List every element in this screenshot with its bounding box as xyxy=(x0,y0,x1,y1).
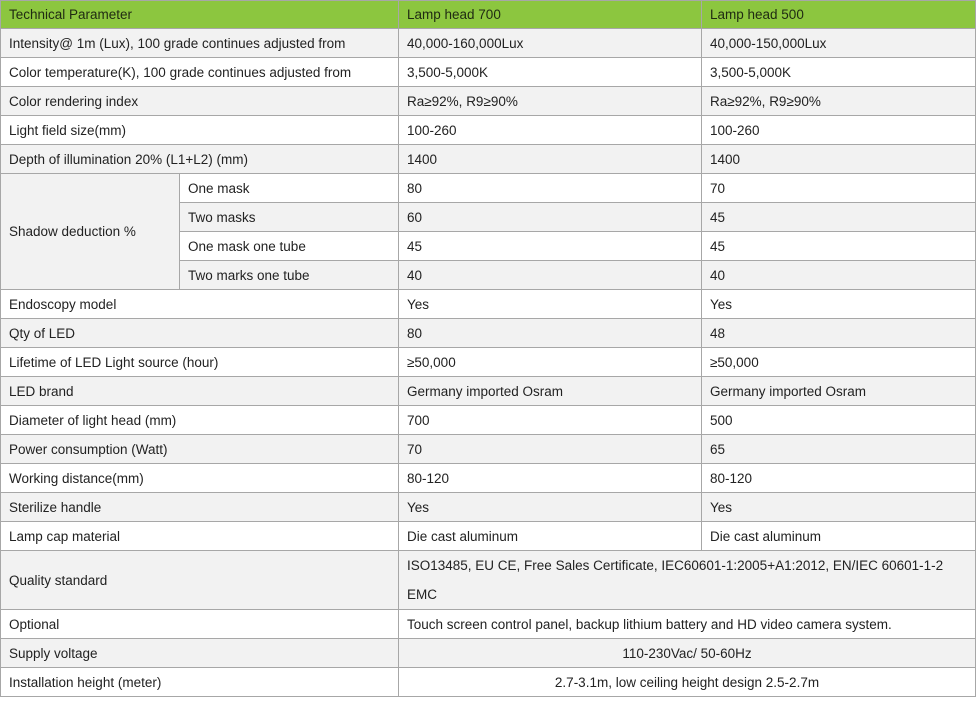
table-row xyxy=(1,668,976,697)
value-500: 500 xyxy=(702,406,976,435)
value-700: Germany imported Osram xyxy=(399,377,702,406)
row-label: Sterilize handle xyxy=(1,493,399,522)
row-label: Intensity@ 1m (Lux), 100 grade continues adjusted from xyxy=(1,29,399,58)
table-row xyxy=(1,319,976,348)
value-500: 65 xyxy=(702,435,976,464)
row-label: Qty of LED xyxy=(1,319,399,348)
value-500: Ra≥92%, R9≥90% xyxy=(702,87,976,116)
row-label: Endoscopy model xyxy=(1,290,399,319)
installation-height-label: Installation height (meter) xyxy=(1,668,399,697)
row-label: Diameter of light head (mm) xyxy=(1,406,399,435)
row-label: Lamp cap material xyxy=(1,522,399,551)
value-500: 48 xyxy=(702,319,976,348)
value-700: 1400 xyxy=(399,145,702,174)
table-row xyxy=(1,522,976,551)
row-label: Color rendering index xyxy=(1,87,399,116)
table-row xyxy=(1,377,976,406)
header-lamp-500: Lamp head 500 xyxy=(702,1,976,29)
header-row xyxy=(1,1,976,29)
value-500: 100-260 xyxy=(702,116,976,145)
value-700: Yes xyxy=(399,290,702,319)
row-label: Power consumption (Watt) xyxy=(1,435,399,464)
value-700: 60 xyxy=(399,203,702,232)
supply-voltage-value: 110-230Vac/ 50-60Hz xyxy=(399,639,976,668)
value-700: Die cast aluminum xyxy=(399,522,702,551)
value-500: 1400 xyxy=(702,145,976,174)
row-label: Working distance(mm) xyxy=(1,464,399,493)
table-row xyxy=(1,174,976,203)
value-700: 80 xyxy=(399,319,702,348)
sub-label: One mask one tube xyxy=(180,232,399,261)
table-row xyxy=(1,29,976,58)
table-row xyxy=(1,464,976,493)
table-row xyxy=(1,406,976,435)
value-700: ≥50,000 xyxy=(399,348,702,377)
value-700: 80-120 xyxy=(399,464,702,493)
table-row xyxy=(1,145,976,174)
supply-voltage-label: Supply voltage xyxy=(1,639,399,668)
value-700: 80 xyxy=(399,174,702,203)
optional-label: Optional xyxy=(1,610,399,639)
value-700: 45 xyxy=(399,232,702,261)
table-row xyxy=(1,435,976,464)
table-row xyxy=(1,116,976,145)
value-700: Yes xyxy=(399,493,702,522)
value-500: 40 xyxy=(702,261,976,290)
value-500: 70 xyxy=(702,174,976,203)
value-700: 40,000-160,000Lux xyxy=(399,29,702,58)
header-parameter: Technical Parameter xyxy=(1,1,399,29)
header-lamp-700: Lamp head 700 xyxy=(399,1,702,29)
value-700: 3,500-5,000K xyxy=(399,58,702,87)
table-row xyxy=(1,87,976,116)
value-500: Yes xyxy=(702,493,976,522)
table-row xyxy=(1,348,976,377)
value-500: ≥50,000 xyxy=(702,348,976,377)
value-700: 700 xyxy=(399,406,702,435)
value-500: Germany imported Osram xyxy=(702,377,976,406)
value-700: 40 xyxy=(399,261,702,290)
table-row xyxy=(1,639,976,668)
row-label: Depth of illumination 20% (L1+L2) (mm) xyxy=(1,145,399,174)
quality-standard-label: Quality standard xyxy=(1,551,399,610)
shadow-deduction-label: Shadow deduction % xyxy=(1,174,180,290)
sub-label: Two masks xyxy=(180,203,399,232)
installation-height-value: 2.7-3.1m, low ceiling height design 2.5-2.7m xyxy=(399,668,976,697)
value-500: 40,000-150,000Lux xyxy=(702,29,976,58)
table-row xyxy=(1,290,976,319)
value-700: 70 xyxy=(399,435,702,464)
row-label: LED brand xyxy=(1,377,399,406)
row-label: Lifetime of LED Light source (hour) xyxy=(1,348,399,377)
value-500: 45 xyxy=(702,203,976,232)
sub-label: Two marks one tube xyxy=(180,261,399,290)
row-label: Light field size(mm) xyxy=(1,116,399,145)
sub-label: One mask xyxy=(180,174,399,203)
table-row xyxy=(1,58,976,87)
value-700: 100-260 xyxy=(399,116,702,145)
value-500: 45 xyxy=(702,232,976,261)
value-500: 80-120 xyxy=(702,464,976,493)
row-label: Color temperature(K), 100 grade continues adjusted from xyxy=(1,58,399,87)
table-row xyxy=(1,551,976,610)
optional-value: Touch screen control panel, backup lithium battery and HD video camera system. xyxy=(399,610,976,639)
value-500: 3,500-5,000K xyxy=(702,58,976,87)
table-row xyxy=(1,493,976,522)
value-500: Die cast aluminum xyxy=(702,522,976,551)
value-700: Ra≥92%, R9≥90% xyxy=(399,87,702,116)
value-500: Yes xyxy=(702,290,976,319)
quality-standard-value: ISO13485, EU CE, Free Sales Certificate, IEC60601-1:2005+A1:2012, EN/IEC 60601-1-2 EMC xyxy=(399,551,976,610)
table-row xyxy=(1,610,976,639)
